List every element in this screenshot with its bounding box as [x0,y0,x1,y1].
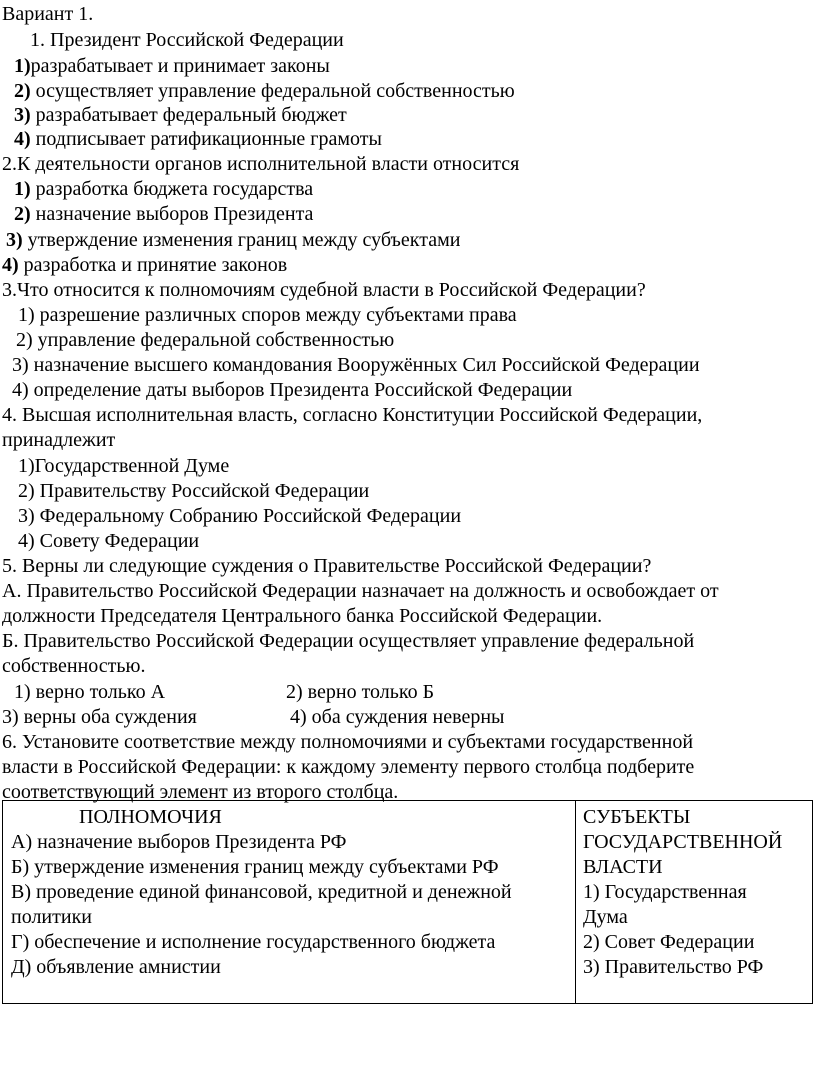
option-text: подписывает ратификационные грамоты [30,128,382,150]
option-number: 1) [14,178,31,200]
q6-stem: власти в Российской Федерации: к каждому элементу первого столбца подберите [2,756,695,778]
q5-stem: 5. Верны ли следующие суждения о Правительстве Российской Федерации? [2,555,652,577]
option-text: осуществляет управление федеральной собственностью [30,80,515,102]
q4-option: 4) Совету Федерации [18,530,200,552]
q4-stem: принадлежит [2,429,116,451]
option-number: 4) [2,254,19,276]
q5-statement-b: собственностью. [2,655,146,677]
q4-stem: 4. Высшая исполнительная власть, согласно Конституции Российской Федерации, [2,404,703,426]
table-left-item: Г) обеспечение и исполнение государственного бюджета [11,931,496,953]
matching-table [2,800,813,1004]
option-number: 3) [6,229,23,251]
table-header-subjects: ГОСУДАРСТВЕННОЙ [583,831,783,853]
q2-option [6,228,460,252]
q4-option: 3) Федеральному Собранию Российской Федерации [18,505,462,527]
table-column-divider [575,801,576,1003]
option-number: 3) [14,104,31,126]
q2-option [2,253,287,277]
table-left-item: А) назначение выборов Президента РФ [11,831,347,853]
option-text: разрабатывает федеральный бюджет [30,104,347,126]
option-number: 4) [14,128,31,150]
table-right-item: 3) Правительство РФ [583,956,764,978]
table-header-subjects: ВЛАСТИ [583,856,663,878]
option-text: назначение выборов Президента [30,203,314,225]
table-right-item: 2) Совет Федерации [583,931,755,953]
table-left-item: В) проведение единой финансовой, кредитной и денежной [11,881,512,903]
q2-stem: 2.К деятельности органов исполнительной власти относится [2,153,520,175]
q3-option: 4) определение даты выборов Президента Российской Федерации [12,379,573,401]
q2-option [14,202,313,226]
q5-option: 3) верны оба суждения [2,706,197,728]
q3-option: 3) назначение высшего командования Вооружённых Сил Российской Федерации [12,354,700,376]
q5-statement-a: должности Председателя Центрального банка Российской Федерации. [2,605,603,627]
q1-option [14,54,330,78]
q6-stem: 6. Установите соответствие между полномочиями и субъектами государственной [2,731,694,753]
q5-statement-a: А. Правительство Российской Федерации назначает на должность и освобождает от [2,580,719,602]
q1-option [14,103,347,127]
table-right-item: Дума [583,906,628,928]
q3-stem: 3.Что относится к полномочиям судебной власти в Российской Федерации? [2,279,646,301]
variant-title: Вариант 1. [2,3,94,25]
q5-statement-b: Б. Правительство Российской Федерации осуществляет управление федеральной [2,630,695,652]
q3-option: 2) управление федеральной собственностью [16,329,395,351]
q1-option [14,79,515,103]
option-text: разработка и принятие законов [18,254,288,276]
table-left-item: политики [11,906,92,928]
q2-option [14,177,313,201]
option-text: разработка бюджета государства [30,178,314,200]
q3-option: 1) разрешение различных споров между субъектами права [18,304,517,326]
q6-stem: соответствующий элемент из второго столбца. [2,781,399,803]
option-number: 2) [14,203,31,225]
option-number: 1) [14,55,31,77]
option-text: утверждение изменения границ между субъектами [22,229,461,251]
table-left-item: Д) объявление амнистии [11,956,221,978]
q1-stem: 1. Президент Российской Федерации [30,29,344,51]
q5-option: 1) верно только А [14,681,166,703]
option-number: 2) [14,80,31,102]
q5-option: 2) верно только Б [286,681,435,703]
q5-option: 4) оба суждения неверны [290,706,505,728]
table-left-item: Б) утверждение изменения границ между субъектами РФ [11,856,499,878]
table-right-item: 1) Государственная [583,881,747,903]
q4-option: 1)Государственной Думе [18,455,230,477]
option-text: разрабатывает и принимает законы [30,55,330,77]
q4-option: 2) Правительству Российской Федерации [18,480,370,502]
table-header-powers: ПОЛНОМОЧИЯ [79,806,222,828]
table-header-subjects: СУБЪЕКТЫ [583,806,691,828]
q1-option [14,127,382,151]
